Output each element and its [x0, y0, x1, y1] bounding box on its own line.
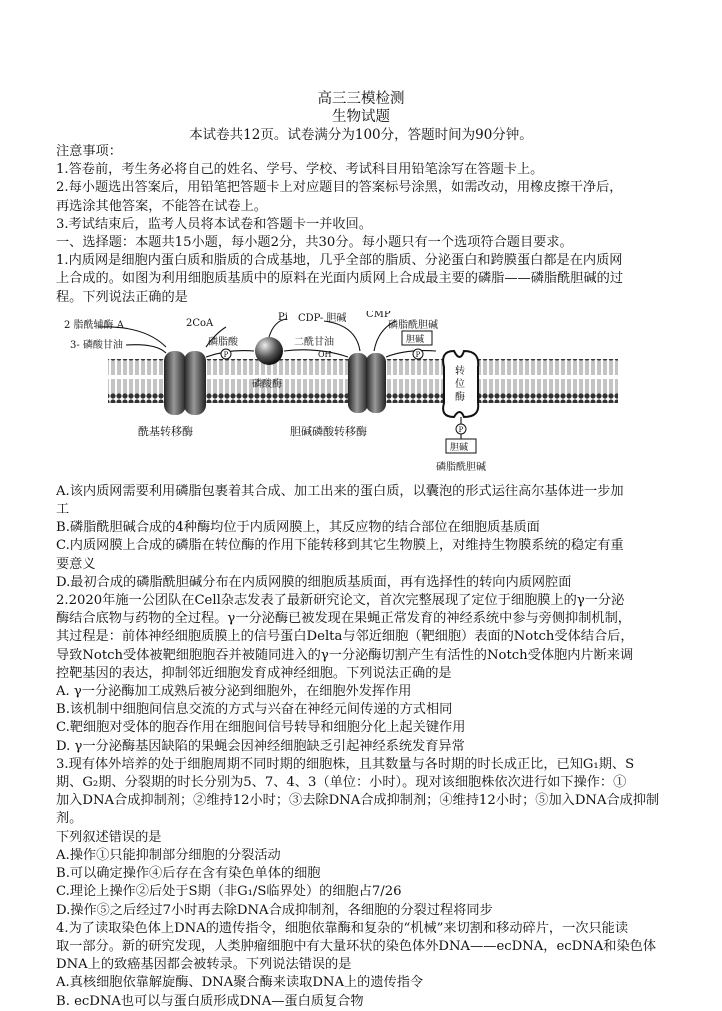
q2-stem-2: 酶结合底物与药物的全过程。γ一分泌酶已被发现在果蝇正常发育的神经系统中参与旁侧抑制机制， — [56, 611, 631, 627]
exam-header — [0, 90, 722, 145]
q2-option-a: A. γ一分泌酶加工成熟后被分泌到细胞外，在细胞外发挥作用 — [56, 684, 412, 700]
q4-option-a: A.真核细胞依靠解旋酶、DNA聚合酶来读取DNA上的遗传指令 — [56, 975, 424, 991]
q3-option-c: C.理论上操作②后处于S期（非G₁/S临界处）的细胞占7/26 — [56, 884, 402, 900]
arrow-dag — [284, 350, 348, 357]
p-label-1: P — [223, 350, 229, 359]
label-cdp-choline: CDP- 胆碱 — [298, 312, 347, 324]
note-3: 3.考试结束后，监考人员将本试卷和答题卡一并收回。 — [56, 216, 372, 232]
label-flippase-3: 酶 — [455, 391, 465, 403]
q3-option-a: A.操作①只能抑制部分细胞的分裂活动 — [56, 847, 281, 863]
note-1: 1.答卷前，考生务必将自己的姓名、学号、学校、考试科目用铅笔涂写在答题卡上。 — [56, 162, 544, 178]
q4-stem-2: 取一部分。新的研究发现，人类肿瘤细胞中有大量环状的染色体外DNA——ecDNA，ecDNA和染色体 — [56, 938, 657, 954]
q1-option-a-2: 工 — [56, 502, 70, 518]
q4-stem-3: DNA上的致癌基因都会被转录。下列说法错误的是 — [56, 957, 352, 973]
q3-option-d: D.操作⑤之后经过7小时再去除DNA合成抑制剂，各细胞的分裂过程将同步 — [56, 902, 493, 918]
q1-stem-2: 上合成的。如图为利用细胞质基质中的原料在光面内质网上合成最主要的磷脂——磷脂酰胆碱的过 — [56, 271, 624, 287]
q2-option-b: B.该机制中细胞间信息交流的方式与兴奋在神经元间传递的方式相同 — [56, 702, 453, 718]
label-phosphatase: 磷酸酶 — [252, 378, 282, 390]
label-3-phosphoglycerol: 3- 磷酸甘油 — [70, 339, 123, 351]
q3-stem-3: 加入DNA合成抑制剂；②维持12小时；③去除DNA合成抑制剂；④维持12小时；⑤加入DNA合成抑制剂。 — [56, 793, 660, 827]
p-label-2: P — [415, 350, 421, 359]
q1-stem-3: 程。下列说法正确的是 — [56, 289, 188, 305]
q1-stem-1: 1.内质网是细胞内蛋白质和脂质的合成基地，几乎全部的脂质、分泌蛋白和跨膜蛋白都是在内质网 — [56, 253, 623, 269]
label-acyltransferase: 酰基转移酶 — [138, 424, 193, 438]
q2-stem-4: 导致Notch受体被靶细胞胞吞并被随同进入的γ一分泌酶切割产生有活性的Notch受体胞内片断来调 — [56, 647, 634, 663]
q2-stem-3: 其过程是：前体神经细胞质膜上的信号蛋白Delta与邻近细胞（靶细胞）表面的Notch受体结合后， — [56, 629, 634, 645]
q3-stem-1: 3.现有体外培养的处于细胞周期不同时期的细胞株，且其数量与各时期的时长成正比，已知G₁期、S — [56, 756, 635, 772]
label-flippase-2: 位 — [455, 378, 465, 390]
q1-option-a-1: A.该内质网需要利用磷脂包裹着其合成、加工出来的蛋白质，以囊泡的形式运往高尔基体进一步加 — [56, 483, 624, 499]
arrow-pc — [386, 350, 436, 356]
phosphatase-ball — [255, 337, 283, 365]
exam-body — [56, 143, 668, 1011]
section-1-heading: 一、选择题：本题共15小题，每小题2分，共30分。每小题只有一个选项符合题目要求。 — [56, 235, 573, 251]
acyltransferase-protein-right — [184, 351, 206, 415]
p-label-3: P — [458, 425, 464, 434]
label-choline-bottom: 胆碱 — [450, 442, 469, 453]
label-flippase-1: 转 — [455, 365, 465, 377]
note-2a: 2.每小题选出答案后，用铅笔把答题卡上对应题目的答案标号涂黑，如需改动，用橡皮擦干净后， — [56, 180, 623, 196]
q2-option-c: C.靶细胞对受体的胞吞作用在细胞间信号转导和细胞分化上起关键作用 — [56, 720, 466, 736]
label-pc-bottom: 磷脂酰胆碱 — [436, 461, 486, 473]
label-choline-phosphotransferase: 胆碱磷酸转移酶 — [290, 424, 367, 438]
label-phosphatidic-acid: 磷脂酸 — [208, 336, 238, 348]
label-choline-top: 胆碱 — [406, 334, 425, 345]
q1-option-d: D.最初合成的磷脂酰胆碱分布在内质网膜的细胞质基质面，再有选择性的转向内质网腔面 — [56, 574, 572, 590]
notes-title: 注意事项： — [56, 144, 122, 159]
acyltransferase-protein-left — [164, 351, 186, 415]
q1-option-c-2: 要意义 — [56, 556, 96, 572]
q2-stem-1: 2.2020年施一公团队在Cell杂志发表了最新研究论文，首次完整展现了定位于细胞膜上的γ一分泌 — [56, 593, 625, 609]
q2-option-d: D. γ一分泌酶基因缺陷的果蝇会因神经细胞缺乏引起神经系统发育异常 — [56, 738, 465, 754]
label-diacylglycerol: 二酰甘油 — [294, 336, 334, 348]
label-cmp: CMP — [366, 310, 391, 320]
label-oh: OH — [318, 349, 332, 359]
arrow-3pg — [126, 344, 166, 352]
membrane-diagram — [56, 311, 668, 479]
exam-title: 高三三模检测 — [317, 91, 405, 107]
q1-option-b: B.磷脂酰胆碱合成的4种酶均位于内质网膜上，其反应物的结合部位在细胞质基质面 — [56, 520, 540, 536]
q1-option-c-1: C.内质网膜上合成的磷脂在转位酶的作用下能转移到其它生物膜上，对维持生物膜系统的稳定有重 — [56, 538, 624, 554]
cholphos-protein-left — [348, 353, 368, 413]
exam-info: 本试卷共12页。试卷满分为100分，答题时间为90分钟。 — [189, 127, 533, 143]
subject-title: 生物试题 — [332, 109, 390, 125]
q3-option-b: B.可以确定操作④后存在含有染色单体的细胞 — [56, 866, 321, 882]
note-2b: 再选涂其他答案，不能答在试卷上。 — [56, 198, 267, 214]
q1-membrane-figure — [56, 311, 668, 479]
label-pc-top: 磷脂酰胆碱 — [388, 319, 438, 331]
cholphos-protein-right — [366, 353, 386, 413]
label-2coa: 2CoA — [186, 317, 214, 329]
q3-stem-2: 期、G₂期、分裂期的时长分别为5、7、4、3（单位：小时）。现对该细胞株依次进行如下操作：① — [56, 775, 627, 791]
label-2-acyl-coa: 2 脂酰辅酶 A — [64, 319, 124, 331]
q2-stem-5: 控靶基因的表达，抑制邻近细胞发育成神经细胞。下列说法正确的是 — [56, 665, 452, 681]
label-pi: Pi — [278, 311, 288, 323]
q4-stem-1: 4.为了读取染色体上DNA的遗传指令，细胞依靠酶和复杂的“机械”来切割和移动碎片，一次只能读 — [56, 920, 629, 936]
q3-stem-4: 下列叙述错误的是 — [56, 829, 162, 845]
q4-option-b: B. ecDNA也可以与蛋白质形成DNA—蛋白质复合物 — [56, 993, 364, 1009]
